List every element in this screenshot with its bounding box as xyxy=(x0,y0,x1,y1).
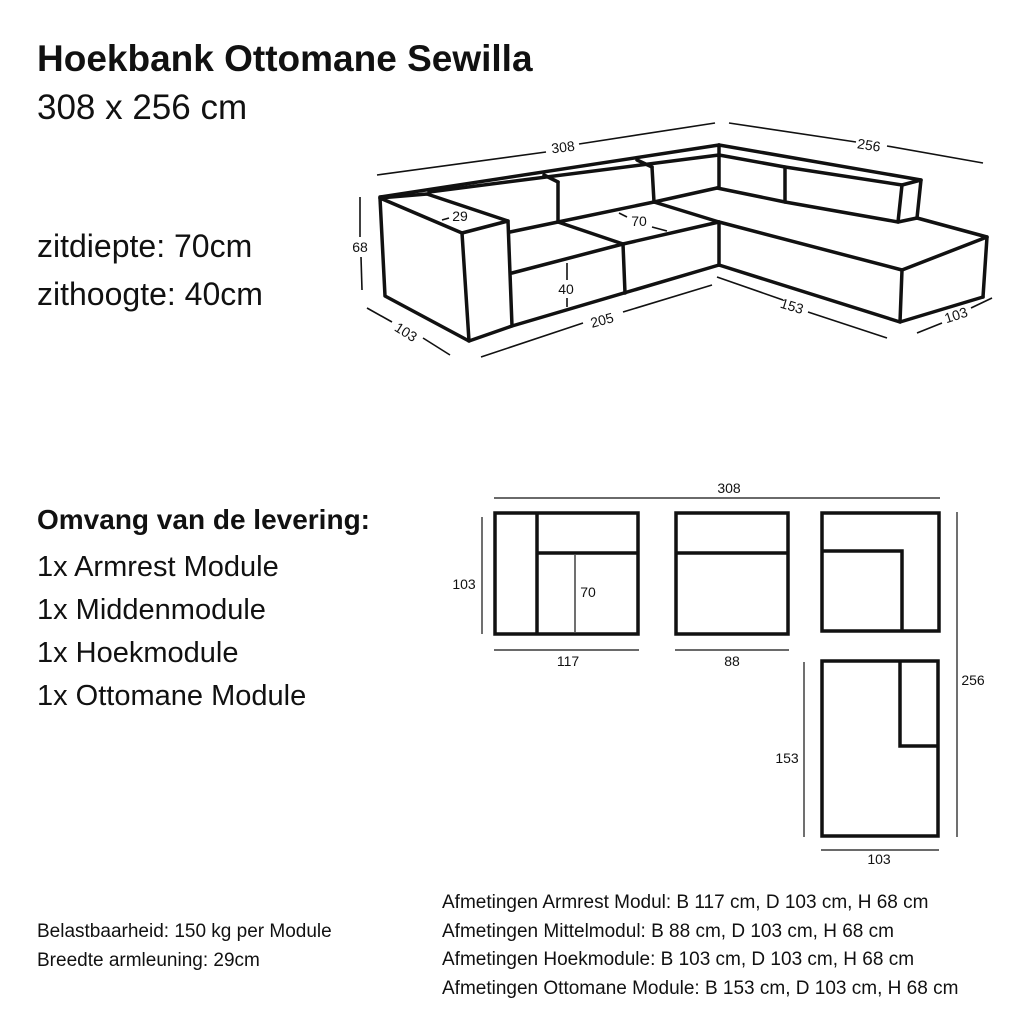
width-label: 308 xyxy=(550,137,576,157)
delivery-heading: Omvang van de levering: xyxy=(37,504,370,535)
load-capacity-note: Belastbaarheid: 150 kg per Module xyxy=(37,921,332,942)
arm-depth-label: 103 xyxy=(391,319,421,345)
module-outlines xyxy=(495,513,939,836)
ottoman-width-label: 103 xyxy=(942,303,970,327)
ottoman-module xyxy=(822,661,938,836)
armrest-module xyxy=(495,513,638,634)
seat-depth-label: 70 xyxy=(631,213,647,229)
middle-width-label: 88 xyxy=(724,653,740,669)
delivery-item: 1x Hoekmodule xyxy=(37,637,239,669)
front-length-label: 205 xyxy=(588,309,616,331)
delivery-item: 1x Armrest Module xyxy=(37,551,279,583)
module-dimensions: Afmetingen Armrest Modul: B 117 cm, D 103 cm, H 68 cm xyxy=(442,892,929,913)
armrest-width-note: Breedte armleuning: 29cm xyxy=(37,950,260,971)
delivery-item: 1x Middenmodule xyxy=(37,594,266,626)
ottoman-width-label: 103 xyxy=(867,851,891,867)
height-label: 68 xyxy=(352,239,368,255)
depth-label: 256 xyxy=(856,135,882,155)
total-width-label: 308 xyxy=(717,480,741,496)
arm-width-label: 29 xyxy=(452,208,468,224)
seat-height-label: 40 xyxy=(558,281,574,297)
delivery-item: 1x Ottomane Module xyxy=(37,680,307,712)
seat-depth-label: 70 xyxy=(580,584,596,600)
total-depth-label: 256 xyxy=(961,672,985,688)
seat-depth-spec: zitdiepte: 70cm xyxy=(37,228,253,264)
module-dimensions: Afmetingen Ottomane Module: B 153 cm, D 103 cm, H 68 cm xyxy=(442,978,959,999)
depth-label: 103 xyxy=(452,576,476,592)
seat-height-spec: zithoogte: 40cm xyxy=(37,276,263,312)
module-dimensions: Afmetingen Mittelmodul: B 88 cm, D 103 cm, H 68 cm xyxy=(442,921,894,942)
page-title: Hoekbank Ottomane Sewilla xyxy=(37,38,533,79)
module-dimensions: Afmetingen Hoekmodule: B 103 cm, D 103 cm, H 68 cm xyxy=(442,949,915,970)
ottoman-length-label: 153 xyxy=(775,750,799,766)
corner-module xyxy=(822,513,939,631)
overall-dimensions: 308 x 256 cm xyxy=(37,88,248,127)
ottoman-length-label: 153 xyxy=(778,294,806,318)
armrest-width-label: 117 xyxy=(556,653,580,669)
middle-module xyxy=(676,513,788,634)
